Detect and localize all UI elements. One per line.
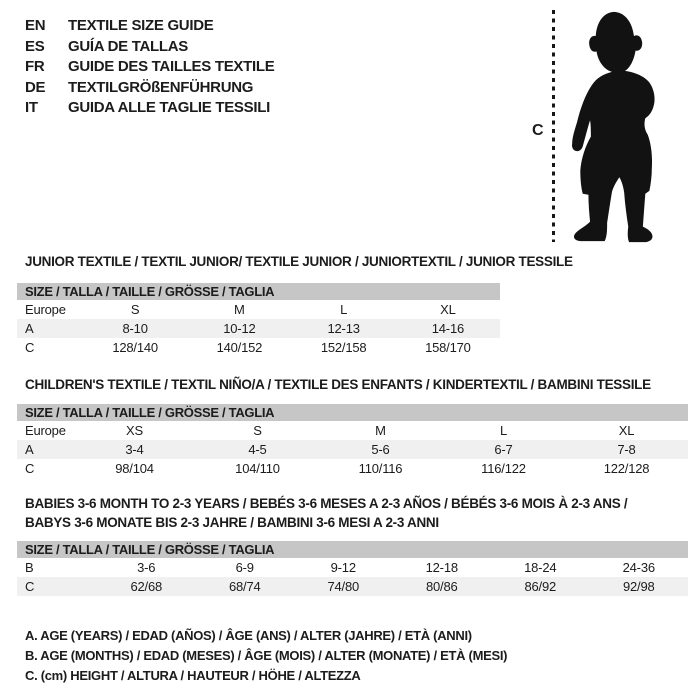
list-item xyxy=(25,98,274,119)
junior-section-title: JUNIOR TEXTILE / TEXTIL JUNIOR/ TEXTILE JUNIOR / JUNIORTEXTIL / JUNIOR TESSILE xyxy=(25,254,573,269)
list-item xyxy=(25,57,274,78)
table-row xyxy=(17,558,688,577)
row-label: A xyxy=(25,321,34,336)
table-cell: M xyxy=(234,302,245,317)
babies-section-title xyxy=(25,495,627,532)
table-cell: 140/152 xyxy=(216,340,263,355)
table-cell: 4-5 xyxy=(248,442,267,457)
table-cell: 74/80 xyxy=(327,579,360,594)
size-header-row: SIZE / TALLA / TAILLE / GRÖSSE / TAGLIA xyxy=(17,541,688,558)
table-cell: 14-16 xyxy=(431,321,464,336)
list-item xyxy=(25,78,274,99)
table-cell: 5-6 xyxy=(371,442,390,457)
note-age-months: B. AGE (MONTHS) / EDAD (MESES) / ÂGE (MOIS) / ALTER (MONATE) / ETÀ (MESI) xyxy=(25,648,508,663)
height-measure-dotted-line xyxy=(552,10,555,242)
row-label: C xyxy=(25,340,35,355)
table-body xyxy=(17,421,688,478)
list-item xyxy=(25,37,274,58)
table-row xyxy=(17,319,500,338)
row-label: A xyxy=(25,442,34,457)
table-cell: 12-18 xyxy=(425,560,458,575)
row-label: Europe xyxy=(25,423,66,438)
language-title-list xyxy=(25,16,274,119)
table-cell: 10-12 xyxy=(223,321,256,336)
language-title: GUIDE DES TAILLES TEXTILE xyxy=(68,58,275,76)
table-row xyxy=(17,338,500,357)
babies-title-line-1: BABIES 3-6 MONTH TO 2-3 YEARS / BEBÉS 3-6 MESES A 2-3 AÑOS / BÉBÉS 3-6 MOIS À 2-3 ANS / xyxy=(25,496,628,511)
table-cell: 98/104 xyxy=(115,461,154,476)
table-cell: L xyxy=(340,302,348,317)
size-header-row: SIZE / TALLA / TAILLE / GRÖSSE / TAGLIA xyxy=(17,283,500,300)
language-code: FR xyxy=(25,58,45,76)
table-cell: 6-7 xyxy=(494,442,513,457)
table-cell: 3-6 xyxy=(137,560,156,575)
table-cell: 6-9 xyxy=(235,560,254,575)
table-cell: 110/116 xyxy=(358,461,403,476)
table-cell: XL xyxy=(440,302,456,317)
table-row xyxy=(17,421,688,440)
language-code: IT xyxy=(25,99,38,117)
table-row xyxy=(17,300,500,319)
table-cell: 128/140 xyxy=(112,340,158,355)
row-label: C xyxy=(25,461,35,476)
table-row xyxy=(17,577,688,596)
table-row xyxy=(17,459,688,478)
language-title: TEXTILGRÖßENFÜHRUNG xyxy=(68,78,254,96)
table-body xyxy=(17,558,688,596)
table-cell: 122/128 xyxy=(603,461,650,476)
table-cell: 7-8 xyxy=(617,442,636,457)
table-cell: XS xyxy=(126,423,143,438)
table-cell: 104/110 xyxy=(235,461,280,476)
language-code: ES xyxy=(25,37,45,55)
list-item xyxy=(25,16,274,37)
height-measure-label: C xyxy=(532,122,544,139)
table-cell: M xyxy=(375,423,386,438)
table-cell: 3-4 xyxy=(125,442,144,457)
table-cell: 80/86 xyxy=(425,579,458,594)
table-cell: 158/170 xyxy=(425,340,471,355)
table-cell: 116/122 xyxy=(481,461,526,476)
children-size-table xyxy=(17,404,688,478)
language-title: GUIDA ALLE TAGLIE TESSILI xyxy=(68,99,270,117)
table-cell: 92/98 xyxy=(622,579,655,594)
babies-size-table xyxy=(17,541,688,596)
table-cell: 8-10 xyxy=(122,321,148,336)
note-age-years: A. AGE (YEARS) / EDAD (AÑOS) / ÂGE (ANS) / ALTER (JAHRE) / ETÀ (ANNI) xyxy=(25,628,472,643)
row-label: B xyxy=(25,560,34,575)
children-section-title: CHILDREN'S TEXTILE / TEXTIL NIÑO/A / TEXTILE DES ENFANTS / KINDERTEXTIL / BAMBINI TESSILE xyxy=(25,377,651,392)
table-cell: 152/158 xyxy=(320,340,367,355)
measurement-figure xyxy=(520,0,700,250)
table-cell: L xyxy=(499,423,508,438)
table-row xyxy=(17,440,688,459)
junior-size-table xyxy=(17,283,500,357)
table-cell: S xyxy=(130,302,140,317)
note-height-cm: C. (cm) HEIGHT / ALTURA / HAUTEUR / HÖHE / ALTEZZA xyxy=(25,668,361,683)
table-cell: 18-24 xyxy=(524,560,557,575)
table-cell: S xyxy=(253,423,262,438)
size-header-row: SIZE / TALLA / TAILLE / GRÖSSE / TAGLIA xyxy=(17,404,688,421)
row-label: C xyxy=(25,579,35,594)
table-cell: 12-13 xyxy=(327,321,360,336)
babies-title-line-2: BABYS 3-6 MONATE BIS 2-3 JAHRE / BAMBINI 3-6 MESI A 2-3 ANNI xyxy=(25,514,439,530)
child-silhouette-figure xyxy=(560,8,664,245)
table-cell: 9-12 xyxy=(330,560,356,575)
table-cell: XL xyxy=(618,423,635,438)
language-code: DE xyxy=(25,78,46,96)
table-cell: 86/92 xyxy=(524,579,557,594)
table-cell: 68/74 xyxy=(228,579,261,594)
language-title: GUÍA DE TALLAS xyxy=(68,37,188,55)
table-cell: 62/68 xyxy=(130,579,163,594)
row-label: Europe xyxy=(25,302,66,317)
language-code: EN xyxy=(25,17,46,34)
language-title: TEXTILE SIZE GUIDE xyxy=(68,17,214,34)
table-body xyxy=(17,300,500,357)
legend-notes xyxy=(25,626,507,686)
table-cell: 24-36 xyxy=(622,560,655,575)
